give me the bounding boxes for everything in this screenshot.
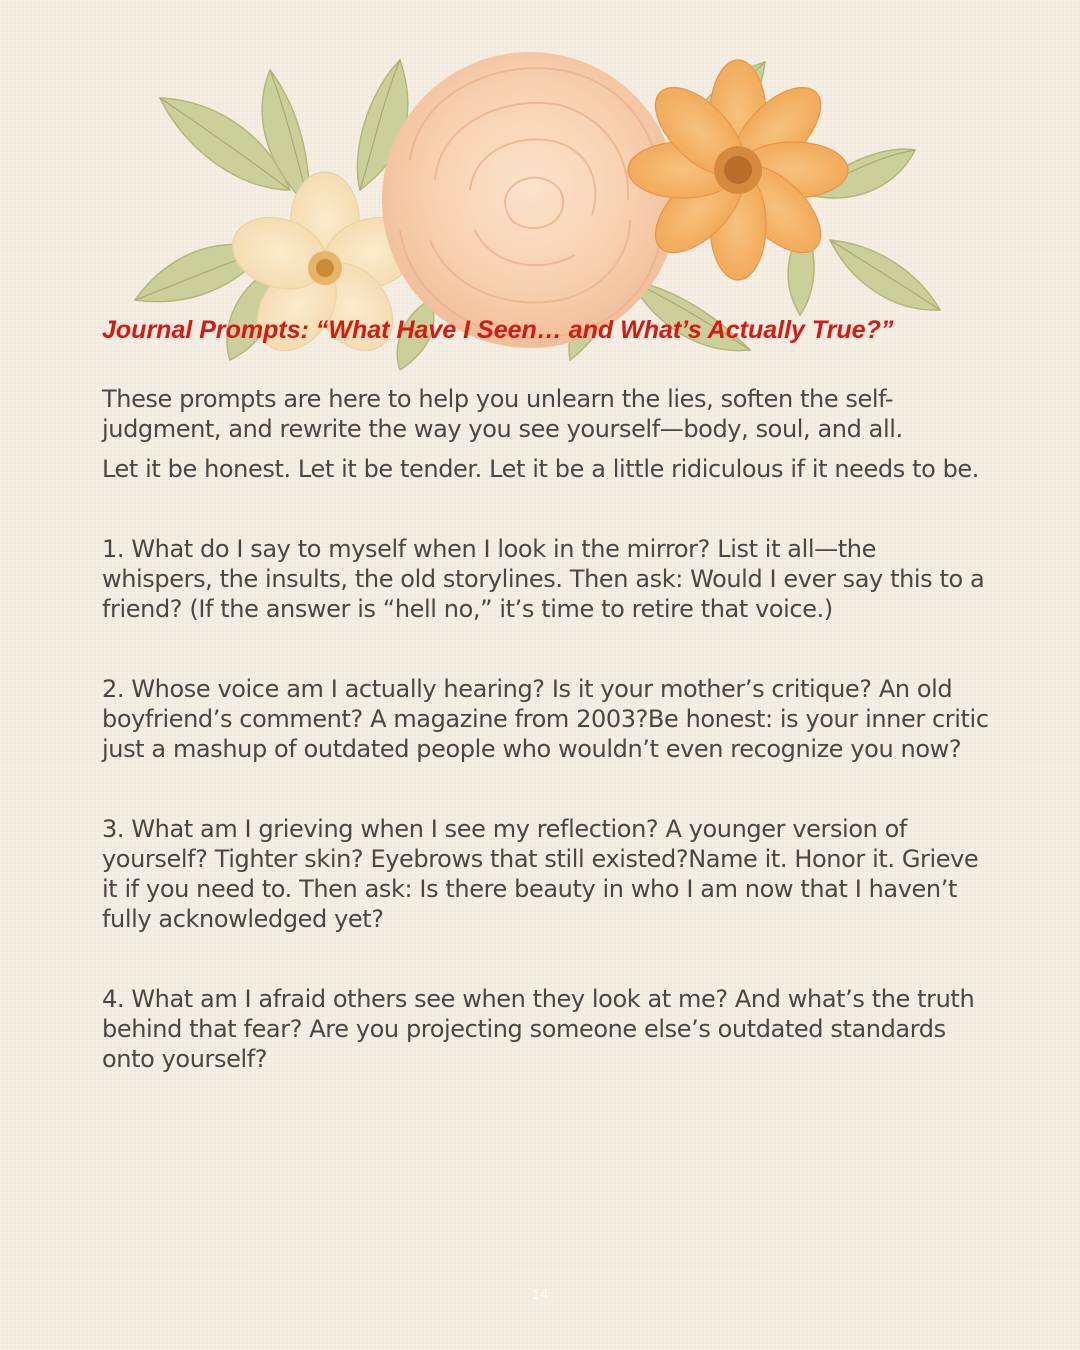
page-title: Journal Prompts: “What Have I Seen… and What’s Actually True?”	[102, 316, 894, 344]
journal-prompt-3: 3. What am I grieving when I see my reflection? A younger version of yourself? Tighter skin? Eyebrows that still existed?Name it. Honor it. Grieve it if you need to. Then ask: Is there beauty in who I am now that I haven’t fully acknowledged yet?	[102, 815, 979, 933]
intro-paragraph: These prompts are here to help you unlearn the lies, soften the self-judgment, and rewrite the way you see yourself—body, soul, and all.	[102, 385, 903, 443]
intro-paragraph: Let it be honest. Let it be tender. Let it be a little ridiculous if it needs to be.	[102, 455, 980, 483]
journal-prompt-1: 1. What do I say to myself when I look in the mirror? List it all—the whispers, the insults, the old storylines. Then ask: Would I ever say this to a friend? (If the answer is “hell no,” it’s time to retire that voice.)	[102, 535, 985, 623]
orange-flower	[628, 60, 848, 280]
page-number: 14	[531, 1286, 549, 1303]
rose-flower	[382, 52, 678, 348]
journal-prompt-2: 2. Whose voice am I actually hearing? Is it your mother’s critique? An old boyfriend’s comment? A magazine from 2003?Be honest: is your inner critic just a mashup of outdated people who wouldn’t even recognize you now?	[102, 675, 989, 763]
journal-prompt-4: 4. What am I afraid others see when they look at me? And what’s the truth behind that fear? Are you projecting someone else’s outdated standards onto yourself?	[102, 985, 975, 1073]
body-content	[102, 384, 992, 1124]
